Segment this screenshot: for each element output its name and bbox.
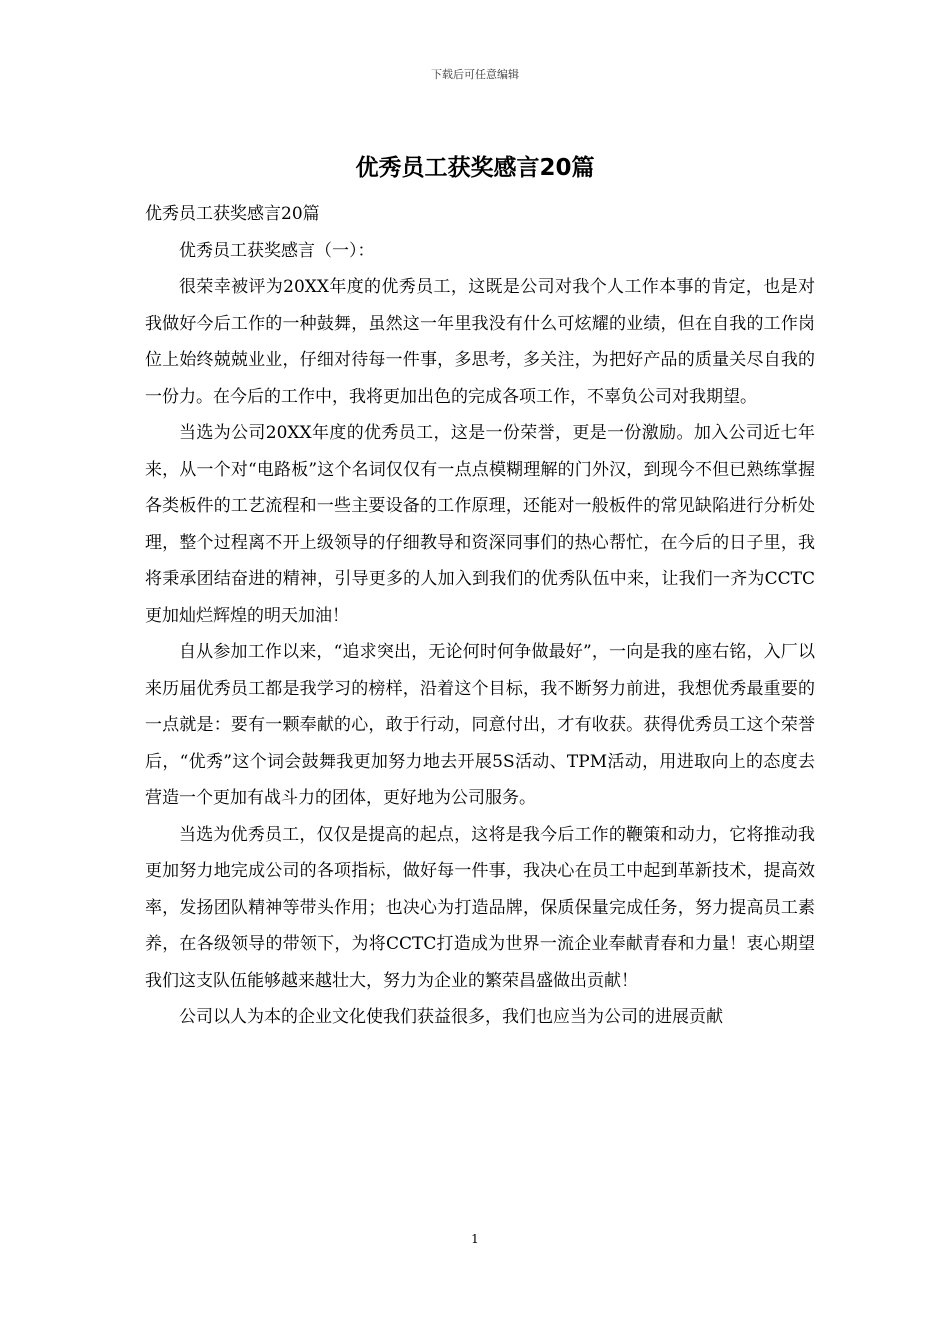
paragraph: 自从参加工作以来，“追求突出，无论何时何争做最好”，一向是我的座右铭，入厂以来历届优秀员工都是我学习的榜样，沿着这个目标，我不断努力前进，我想优秀最重要的一点就是：要有一颗奉献的心，敢于行动，同意付出，才有收获。获得优秀员工这个荣誉后，“优秀”这个词会鼓舞我更加努力地去开展5S活动、TPM活动，用进取向上的态度去营造一个更加有战斗力的团体，更好地为公司服务。 (145, 642, 815, 808)
paragraph: 当选为公司20XX年度的优秀员工，这是一份荣誉，更是一份激励。加入公司近七年来，从一个对“电路板”这个名词仅仅有一点点模糊理解的门外汉，到现今不但已熟练掌握各类板件的工艺流程和一些主要设备的工作原理，还能对一般板件的常见缺陷进行分析处理，整个过程离不开上级领导的仔细教导和资深同事们的热心帮忙，在今后的日子里，我将秉承团结奋进的精神，引导更多的人加入到我们的优秀队伍中来，让我们一齐为CCTC更加灿烂辉煌的明天加油！ (145, 423, 815, 626)
document-title: 优秀员工获奖感言20篇 (355, 155, 595, 181)
document-body (145, 196, 815, 1036)
paragraph: 很荣幸被评为20XX年度的优秀员工，这既是公司对我个人工作本事的肯定，也是对我做好今后工作的一种鼓舞，虽然这一年里我没有什么可炫耀的业绩，但在自我的工作岗位上始终兢兢业业，仔细对待每一件事，多思考，多关注，为把好产品的质量关尽自我的一份力。在今后的工作中，我将更加出色的完成各项工作，不辜负公司对我期望。 (145, 277, 815, 407)
paragraph: 公司以人为本的企业文化使我们获益很多，我们也应当为公司的进展贡献 (179, 1007, 723, 1027)
page-header-note: 下载后可任意编辑 (431, 68, 519, 81)
paragraph: 当选为优秀员工，仅仅是提高的起点，这将是我今后工作的鞭策和动力，它将推动我更加努力地完成公司的各项指标，做好每一件事，我决心在员工中起到革新技术，提高效率，发扬团队精神等带头作用；也决心为打造品牌，保质保量完成任务，努力提高员工素养，在各级领导的带领下，为将CCTC打造成为世界一流企业奉献青春和力量！衷心期望我们这支队伍能够越来越壮大，努力为企业的繁荣昌盛做出贡献！ (145, 824, 815, 991)
page-number: 1 (471, 1232, 479, 1246)
section-heading: 优秀员工获奖感言（一）： (179, 240, 375, 261)
document-subtitle: 优秀员工获奖感言20篇 (145, 204, 320, 224)
